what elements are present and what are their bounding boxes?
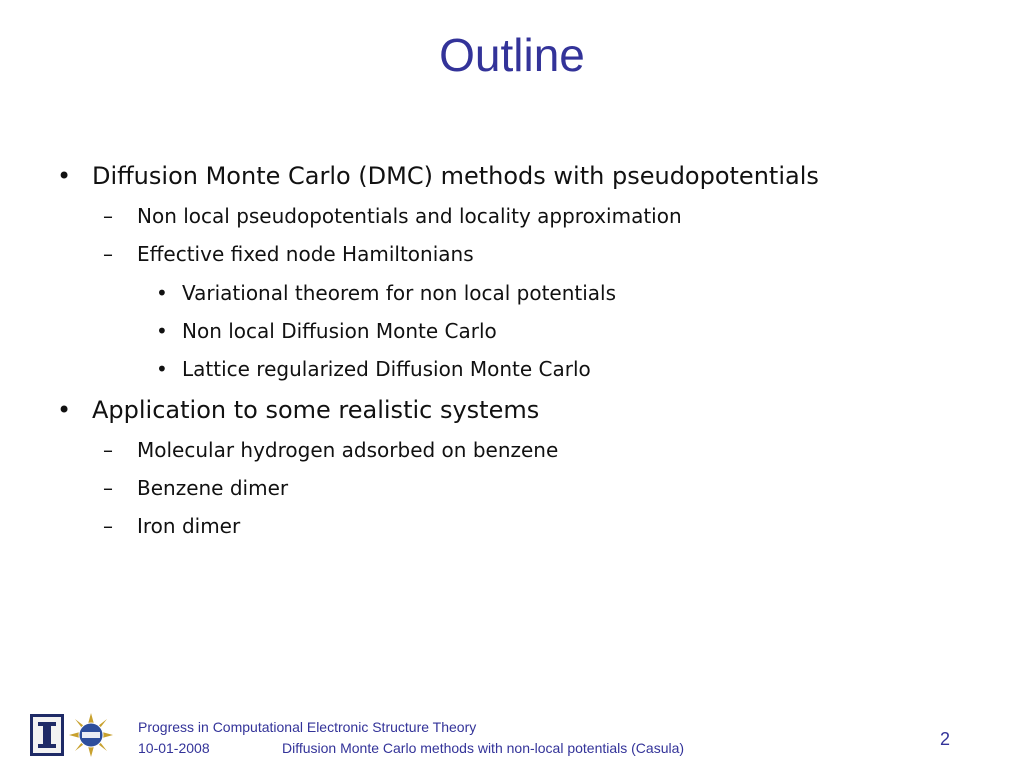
footer-talk-title: Diffusion Monte Carlo methods with non-local potentials (Casula) [282,740,685,756]
footer-date: 10-01-2008 [138,740,210,756]
page-number: 2 [939,729,950,749]
subitem: Iron dimer [137,514,241,538]
subitem: Non local pseudopotentials and locality approximation [137,204,682,228]
subitem: Molecular hydrogen adsorbed on benzene [137,438,559,462]
subitem: Benzene dimer [137,476,289,500]
subitem: Effective fixed node Hamiltonians [137,242,474,266]
bullet-item: Diffusion Monte Carlo (DMC) methods with pseudopotentials [92,162,819,190]
bullet-marker: • [57,162,72,190]
illinois-logo-icon [30,714,64,756]
sub-subitem: Non local Diffusion Monte Carlo [182,319,497,343]
dash-marker: – [103,476,113,500]
sub-bullet-marker: • [156,357,168,381]
dash-marker: – [103,204,113,228]
sub-subitem: Variational theorem for non local potentials [182,281,617,305]
footer-logos [30,712,120,760]
bullet-marker: • [57,396,72,424]
slide-title: Outline [439,29,585,81]
footer-conference: Progress in Computational Electronic Structure Theory [138,719,477,735]
dash-marker: – [103,514,113,538]
bullet-item: Application to some realistic systems [92,396,540,424]
dash-marker: – [103,438,113,462]
dash-marker: – [103,242,113,266]
sub-bullet-marker: • [156,281,168,305]
sub-bullet-marker: • [156,319,168,343]
nsf-logo-icon [68,712,114,758]
sub-subitem: Lattice regularized Diffusion Monte Carlo [182,357,591,381]
